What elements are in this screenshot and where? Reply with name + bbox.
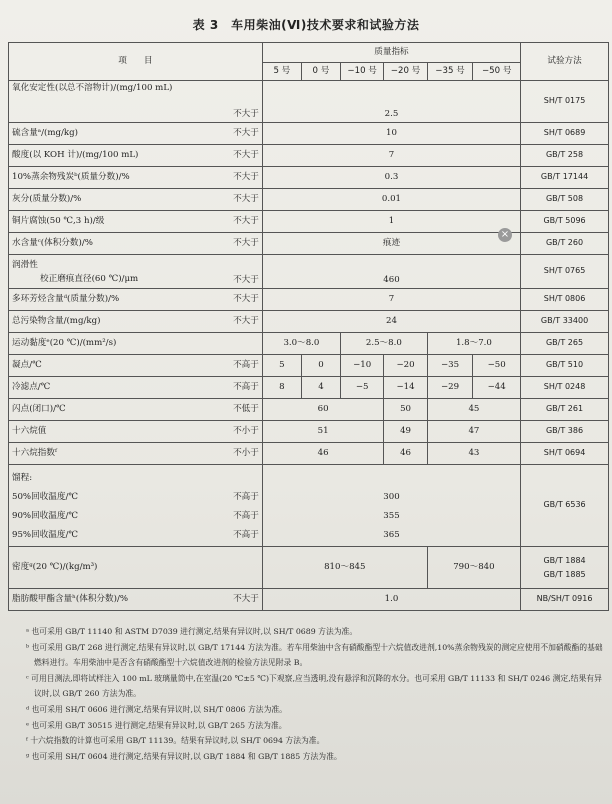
table-row [9, 421, 609, 443]
row-value: 50 [384, 399, 427, 421]
row-name: 闪点(闭口)/℃ [9, 399, 200, 421]
row-limit [199, 465, 262, 547]
row-value: −10 [340, 355, 383, 377]
row-value: 0 [301, 355, 340, 377]
table-row [9, 255, 609, 289]
row-method: GB/T 258 [521, 145, 609, 167]
grade-header: 0 号 [301, 63, 340, 81]
row-limit: 不大于 [199, 255, 262, 289]
row-name: 总污染物含量/(mg/kg) [9, 311, 200, 333]
table-row [9, 145, 609, 167]
row-value: −44 [473, 377, 521, 399]
table-row [9, 189, 609, 211]
row-value: 8 [262, 377, 301, 399]
row-method: GB/T 265 [521, 333, 609, 355]
row-limit: 不高于 [199, 355, 262, 377]
row-limit: 不大于 [199, 311, 262, 333]
row-value: 7 [262, 289, 520, 311]
row-value: 1 [262, 211, 520, 233]
density-method-1: GB/T 1884 [543, 555, 586, 565]
footnote: ᵇ 也可采用 GB/T 268 进行测定,结果有异议时,以 GB/T 17144 方法为准。若车用柴油中含有硝酸酯型十六烷值改进剂,10%蒸余物残炭的测定应使用不加硝酸酯的基础燃料进行。车用柴油中是否含有硝酸酯型十六烷值改进剂的检验方法见附录 B。 [26, 642, 603, 668]
row-method: GB/T 33400 [521, 311, 609, 333]
header-method: 试验方法 [521, 43, 609, 81]
distillation-sub: 50%回收温度/℃ [12, 492, 78, 502]
footnote: ᵃ 也可采用 GB/T 11140 和 ASTM D7039 进行测定,结果有异议时,以 SH/T 0689 方法为准。 [26, 627, 358, 636]
footnote: ᵈ 也可采用 SH/T 0606 进行测定,结果有异议时,以 SH/T 0806 方法为准。 [26, 704, 287, 714]
distillation-limit: 不高于 [233, 530, 259, 540]
row-value: 5 [262, 355, 301, 377]
row-name: 凝点/℃ [9, 355, 200, 377]
row-value: 2.5～8.0 [340, 333, 427, 355]
row-value: −14 [384, 377, 427, 399]
table-row [9, 311, 609, 333]
row-method: GB/T 6536 [521, 465, 609, 547]
lubricity-label: 润滑性 [12, 259, 38, 270]
row-name: 酸度(以 KOH 计)/(mg/100 mL) [9, 145, 200, 167]
density-method-2: GB/T 1885 [543, 569, 586, 579]
row-value [262, 465, 520, 547]
row-method [521, 547, 609, 589]
row-value: 49 [384, 421, 427, 443]
row-value: −35 [427, 355, 473, 377]
row-method: NB/SH/T 0916 [521, 589, 609, 611]
row-limit: 不高于 [199, 377, 262, 399]
footnote: ᵍ 也可采用 SH/T 0604 进行测定,结果有异议时,以 GB/T 1884 和 GB/T 1885 方法为准。 [26, 751, 342, 761]
row-name: 十六烷值 [9, 421, 200, 443]
row-limit: 不低于 [199, 399, 262, 421]
row-value: 790～840 [427, 547, 520, 589]
distillation-sub: 90%回收温度/℃ [12, 511, 78, 521]
row-value: 810～845 [262, 547, 427, 589]
row-method: GB/T 260 [521, 233, 609, 255]
row-name: 密度ᵍ(20 ℃)/(kg/m³) [9, 547, 263, 589]
row-name: 冷滤点/℃ [9, 377, 200, 399]
row-value: 46 [262, 443, 383, 465]
grade-header: 5 号 [262, 63, 301, 81]
row-value: 痕迹 [262, 233, 520, 255]
row-name: 氧化安定性(以总不溶物计)/(mg/100 mL) [9, 81, 200, 123]
grade-header: −10 号 [340, 63, 383, 81]
row-name: 运动黏度ᵉ(20 ℃)/(mm²/s) [9, 333, 263, 355]
row-name: 脂肪酸甲酯含量ʰ(体积分数)/% [9, 589, 200, 611]
row-value: 0.01 [262, 189, 520, 211]
row-name: 十六烷指数ᶠ [9, 443, 200, 465]
row-method: SH/T 0248 [521, 377, 609, 399]
table-row [9, 399, 609, 421]
row-name: 多环芳烃含量ᵈ(质量分数)/% [9, 289, 200, 311]
table-row [9, 355, 609, 377]
row-limit: 不大于 [199, 81, 262, 123]
row-value: 3.0～8.0 [262, 333, 340, 355]
row-value: 24 [262, 311, 520, 333]
table-row [9, 443, 609, 465]
row-value: 51 [262, 421, 383, 443]
close-icon[interactable]: × [498, 228, 512, 242]
row-limit: 不大于 [199, 589, 262, 611]
grade-header: −20 号 [384, 63, 427, 81]
table-row [9, 333, 609, 355]
row-method: GB/T 5096 [521, 211, 609, 233]
row-limit: 不大于 [199, 145, 262, 167]
row-value: 10 [262, 123, 520, 145]
row-limit: 不大于 [199, 167, 262, 189]
row-name: 10%蒸余物残炭ᵇ(质量分数)/% [9, 167, 200, 189]
row-method: SH/T 0175 [521, 81, 609, 123]
row-limit: 不大于 [199, 123, 262, 145]
distillation-label: 馏程: [12, 473, 33, 483]
row-method: GB/T 386 [521, 421, 609, 443]
row-value: 460 [262, 255, 520, 289]
row-name: 硫含量ᵃ/(mg/kg) [9, 123, 200, 145]
row-value: −29 [427, 377, 473, 399]
table-row [9, 289, 609, 311]
lubricity-sub-label: 校正磨痕直径(60 ℃)/μm [40, 273, 139, 284]
footnotes [22, 624, 608, 764]
row-value: 47 [427, 421, 520, 443]
row-limit: 不小于 [199, 421, 262, 443]
row-name [9, 255, 200, 289]
row-method: GB/T 508 [521, 189, 609, 211]
table-row [9, 589, 609, 611]
distillation-limit: 不高于 [233, 511, 259, 521]
row-method: GB/T 510 [521, 355, 609, 377]
row-value: 46 [384, 443, 427, 465]
footnote: ᶜ 可用目测法,即将试样注入 100 mL 玻璃量筒中,在室温(20 ℃±5 ℃)下观察,应当透明,没有悬浮和沉降的水分。也可采用 GB/T 11133 和 SH/T 0246 测定,结果有异议时,以 GB/T 260 方法为准。 [26, 673, 602, 699]
row-value: 45 [427, 399, 520, 421]
distillation-limit: 不高于 [233, 492, 259, 502]
distillation-value: 365 [383, 530, 400, 540]
table-row [9, 167, 609, 189]
row-name: 铜片腐蚀(50 ℃,3 h)/级 [9, 211, 200, 233]
footnote: ᵉ 也可采用 GB/T 30515 进行测定,结果有异议时,以 GB/T 265 方法为准。 [26, 720, 287, 730]
row-value: −5 [340, 377, 383, 399]
row-limit: 不小于 [199, 443, 262, 465]
table-row [9, 465, 609, 547]
grade-header: −50 号 [473, 63, 521, 81]
distillation-sub: 95%回收温度/℃ [12, 530, 78, 540]
row-value: 60 [262, 399, 383, 421]
row-method: GB/T 261 [521, 399, 609, 421]
spec-table [8, 42, 609, 611]
row-value: 1.8～7.0 [427, 333, 520, 355]
row-method: SH/T 0806 [521, 289, 609, 311]
row-limit: 不大于 [199, 233, 262, 255]
row-limit: 不大于 [199, 289, 262, 311]
table-row [9, 123, 609, 145]
table-row [9, 547, 609, 589]
row-method: GB/T 17144 [521, 167, 609, 189]
row-value: 1.0 [262, 589, 520, 611]
row-value: 0.3 [262, 167, 520, 189]
row-method: SH/T 0689 [521, 123, 609, 145]
row-method: SH/T 0765 [521, 255, 609, 289]
row-name: 灰分(质量分数)/% [9, 189, 200, 211]
row-value: −50 [473, 355, 521, 377]
table-title: 表 3 车用柴油(Ⅵ)技术要求和试验方法 [192, 18, 420, 32]
row-value: 7 [262, 145, 520, 167]
row-value: −20 [384, 355, 427, 377]
row-name: 水含量ᶜ(体积分数)/% [9, 233, 200, 255]
row-method: SH/T 0694 [521, 443, 609, 465]
row-limit: 不大于 [199, 189, 262, 211]
row-name [9, 465, 200, 547]
table-row [9, 211, 609, 233]
row-value: 43 [427, 443, 520, 465]
row-value: 2.5 [262, 81, 520, 123]
row-limit: 不大于 [199, 211, 262, 233]
distillation-value: 300 [383, 492, 400, 502]
table-row [9, 233, 609, 255]
row-value: 4 [301, 377, 340, 399]
table-row [9, 81, 609, 123]
grade-header: −35 号 [427, 63, 473, 81]
table-row [9, 377, 609, 399]
footnote: ᶠ 十六烷指数的计算也可采用 GB/T 11139。结果有异议时,以 SH/T 0694 方法为准。 [26, 736, 325, 746]
header-item: 项 目 [9, 43, 263, 81]
distillation-value: 355 [383, 511, 400, 521]
header-quality: 质量指标 [262, 43, 520, 63]
